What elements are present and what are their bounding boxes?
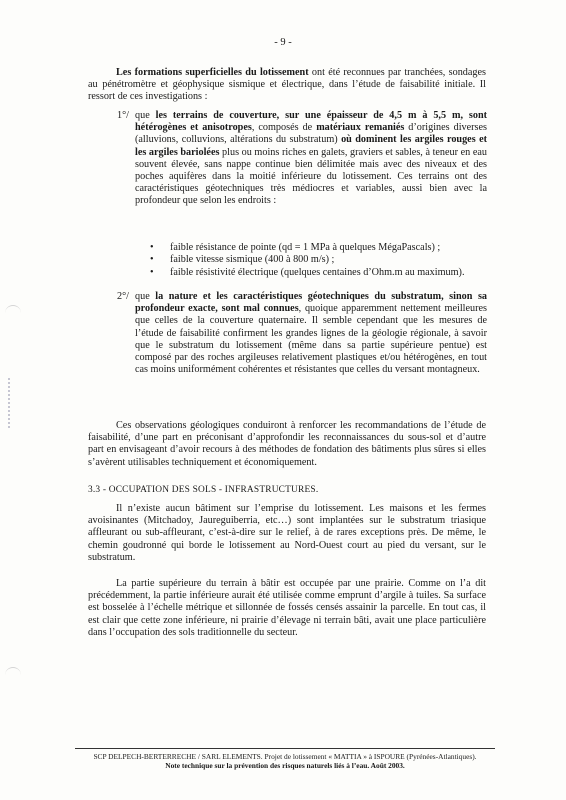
item1-text-3: d’origines diverses (alluvions, colluvions, altérations du substratum) [135, 122, 487, 146]
observations-paragraph: Ces observations géologiques conduiront à renforcer les recommandations de l’étude de faisabilité, d’une part en préconisant d’approfondir les reconnaissances du sous-sol et d’autre part en envisageant d’avoir recours à des méthodes de fondation des bâtiments plus sûres si elles s’avèrent utilisables techniquement et économiquement. [88, 420, 486, 468]
item1-bold-3: où dominent les argiles rouges et les argiles bariolées [135, 134, 487, 158]
item1-text-1: que [135, 110, 156, 121]
item1-text-2: , composés de [251, 122, 317, 134]
bullet-list [150, 242, 490, 279]
bullet-text: faible résistivité électrique (quelques centaines d’Ohm.m au maximum). [170, 266, 465, 278]
page-number: - 9 - [274, 37, 292, 48]
bullet-text: faible résistance de pointe (qd = 1 MPa à quelques MégaPascals) ; [170, 242, 441, 253]
intro-bold-lead: Les formations superficielles du lotissement [116, 67, 309, 78]
bullet-text: faible vitesse sismique (400 à 800 m/s) ; [170, 254, 335, 266]
buildings-paragraph: Il n’existe aucun bâtiment sur l’emprise du lotissement. Les maisons et les fermes avoisinantes (Mitchadoy, Jaureguiberria, etc…) sont implantées sur le substratum triasique affleurant ou sub-affleurant, c’est-à-dire sur le relief, à de rares exceptions près. De même, le chemin goudronné qui borde le lotissement au Nord-Ouest court au pied du versant, sur le substratum. [88, 503, 486, 563]
item2-bold-1: la nature et les caractéristiques géotechniques du substratum, sinon sa profondeur exacte, sont mal connues [135, 291, 487, 315]
section-heading: 3.3 - OCCUPATION DES SOLS - INFRASTRUCTURES. [88, 485, 319, 495]
scan-punch-marks [8, 378, 13, 428]
bullet-icon: • [150, 266, 154, 278]
bullet-icon: • [150, 254, 154, 266]
footer-line-2: Note technique sur la prévention des risques naturels liés à l’eau. Août 2003. [165, 761, 405, 771]
item1-bold-2: matériaux remaniés [316, 122, 405, 134]
scan-binding-mark [5, 305, 21, 315]
intro-text: ont été reconnues par tranchées, sondages au pénétromètre et géophysique sismique et électrique, dans l’étude de faisabilité initiale. Il ressort de ces investigations : [88, 67, 486, 103]
land-use-paragraph: La partie supérieure du terrain à bâtir est occupée par une prairie. Comme on l’a dit précédemment, la partie inférieure aurait été utilisée comme emprunt d’argile à tuiles. Sa surface est bosselée à l’échelle métrique et sillonnée de fossés censés assainir la parcelle. En tout cas, il est clair que cette zone inférieure, ni prairie d’élevage ni terrain bâti, avait une place particulière dans l’occupation des sols traditionnelle du secteur. [88, 578, 486, 638]
bullet-item [150, 254, 490, 266]
page-footer [75, 748, 495, 770]
list-item-2-body [135, 291, 487, 376]
list-item-1-body [135, 110, 487, 208]
scan-binding-mark [5, 667, 21, 677]
bullet-item [150, 267, 490, 279]
bullet-item [150, 242, 490, 254]
item2-text-2: , quoique apparemment nettement meilleures que celles de la couverture quaternaire. Il semble cependant que les mesures de l’étude de faisabilité confirment les grandes lignes de la géologie régionale, à savoir que le substratum du lotissement (même dans sa partie supérieure pentue) est composé par des roches argileuses relativement plastiques et/ou hétérogènes, en tout cas moins uniformément cohérentes et résistantes que celles du versant montagneux. [135, 303, 487, 376]
list-item-1-number: 1°/ [117, 110, 129, 121]
item1-text-4: plus ou moins riches en galets, graviers et sables, à teneur en eau souvent élevée, sans nappe continue bien délimitée mais avec des niveaux et des poches aquifères dans la moitié inférieure du lotissement. Ces terrains ont des caractéristiques géotechniques très médiocres et variables, aussi bien avec la profondeur que selon les endroits : [135, 146, 487, 207]
item1-bold-1: les terrains de couverture, sur une épaisseur de 4,5 m à 5,5 m, sont hétérogènes et anisotropes [135, 110, 488, 134]
item2-text-1: que [135, 291, 156, 302]
bullet-icon: • [150, 242, 154, 253]
intro-paragraph [88, 67, 486, 104]
list-item-2-number: 2°/ [117, 291, 129, 302]
footer-line-1: SCP DELPECH-BERTERRECHE / SARL ELEMENTS. Projet de lotissement « MATTIA » à ISPOURE (Pyrénées-Atlantiques). [93, 752, 477, 761]
